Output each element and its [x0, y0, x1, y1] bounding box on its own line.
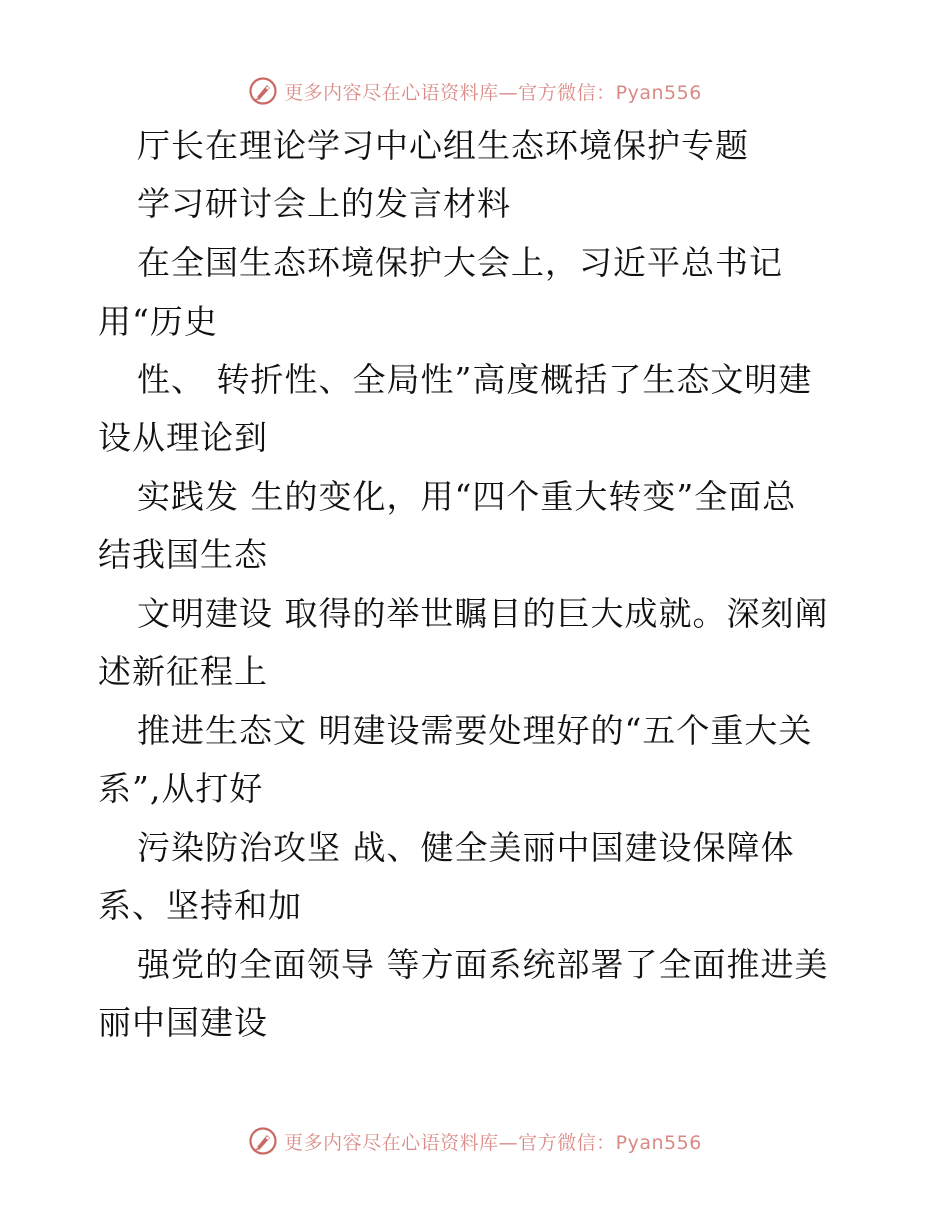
header-watermark-text: 更多内容尽在心语资料库—官方微信：Pyan556 [284, 81, 702, 104]
paragraph-line: 系、坚持和加 [98, 886, 302, 925]
paragraph-line: 强党的全面领导 等方面系统部署了全面推进美 [137, 945, 829, 984]
paragraph-line: 推进生态文 明建设需要处理好的“五个重大关 [137, 711, 813, 750]
paragraph-line: 实践发 生的变化，用“四个重大转变”全面总 [137, 477, 797, 516]
paragraph-line: 设从理论到 [98, 418, 268, 457]
paragraph-line: 丽中国建设 [98, 1003, 268, 1042]
footer-watermark-text: 更多内容尽在心语资料库—官方微信：Pyan556 [284, 1131, 702, 1154]
pen-nib-circle-logo-icon [248, 1126, 278, 1156]
footer-watermark-banner [0, 1121, 950, 1161]
paragraph-line: 污染防治攻坚 战、健全美丽中国建设保障体 [137, 828, 795, 867]
document-title-line-2: 学习研讨会上的发言材料 [137, 184, 511, 223]
document-title-line-1: 厅长在理论学习中心组生态环境保护专题 [137, 126, 749, 165]
header-watermark-banner [0, 71, 950, 111]
paragraph-line: 文明建设 取得的举世瞩目的巨大成就。深刻阐 [137, 594, 829, 633]
pen-nib-circle-logo-icon [248, 76, 278, 106]
paragraph-line: 结我国生态 [98, 535, 268, 574]
paragraph-line: 系”,从打好 [98, 769, 264, 808]
paragraph-line: 用“历史 [98, 302, 218, 341]
paragraph-line: 述新征程上 [98, 652, 268, 691]
paragraph-line: 性、 转折性、全局性”高度概括了生态文明建 [137, 360, 813, 399]
paragraph-line: 在全国生态环境保护大会上，习近平总书记 [137, 243, 783, 282]
